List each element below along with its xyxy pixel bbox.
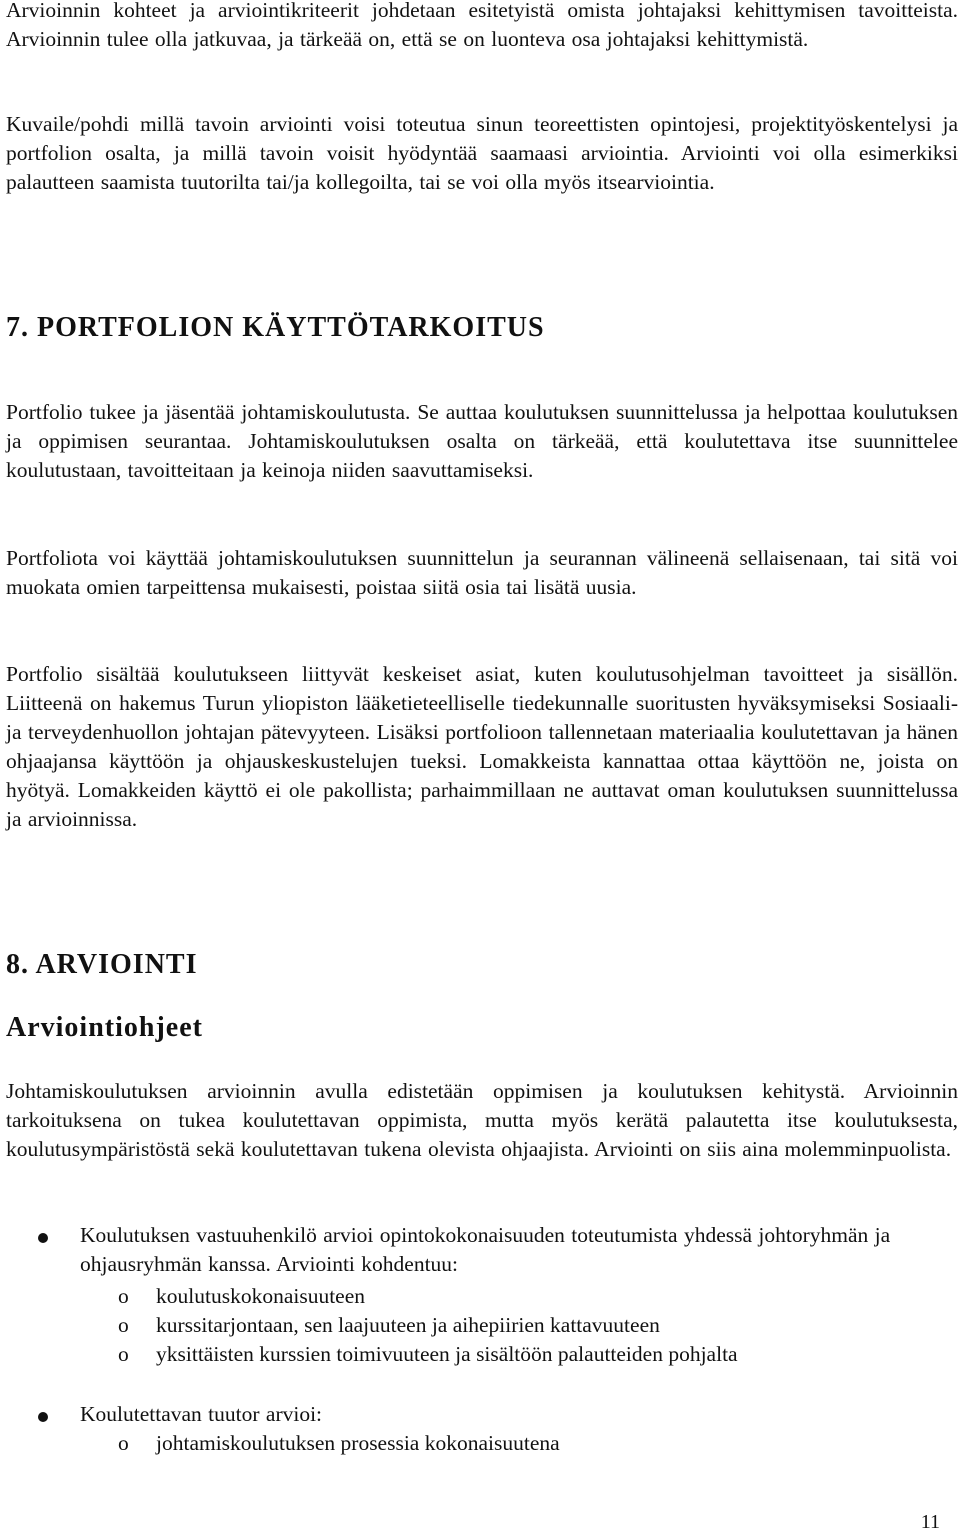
section-7-heading-block [6, 311, 958, 345]
reflection-paragraph: Kuvaile/pohdi millä tavoin arviointi voisi toteutua sinun teoreettisten opintojesi, projektityöskentelysi ja portfolion osalta, ja millä tavoin voisit hyödyntää saamaasi arviointia. Arviointi voi olla esimerkiksi palautteen saamista tuutorilta tai/ja kollegoilta, tai se voi olla myös itsearviointia. [6, 112, 958, 194]
section-8-paragraph: Johtamiskoulutuksen arvioinnin avulla edistetään oppimisen ja koulutuksen kehitystä. Arvioinnin tarkoituksena on tukea koulutettavan oppimista, mutta myös kerätä palautetta itse koulutuksesta, koulutusympäristöstä sekä koulutettavan tukena olevista ohjaajista. Arviointi on siis aina molemminpuolista. [6, 1079, 958, 1161]
bullet-1-sub-1-text: koulutuskokonaisuuteen [156, 1284, 366, 1308]
bullet-1-sub-3-text: yksittäisten kurssien toimivuuteen ja sisältöön palautteiden pohjalta [156, 1342, 738, 1366]
bullet-1-text: Koulutuksen vastuuhenkilö arvioi opintokokonaisuuden toteutumista yhdessä johtoryhmän ja ohjausryhmän kanssa. Arviointi kohdentuu: [80, 1223, 891, 1276]
section-8-subheading: Arviointiohjeet [6, 1012, 203, 1043]
bullet-1-sub-1-marker: o [118, 1284, 129, 1308]
section-7-paragraph-3: Portfolio sisältää koulutukseen liittyvät keskeiset asiat, kuten koulutusohjelman tavoitteet ja sisällön. Liitteenä on hakemus Turun yliopiston lääketieteelliselle tiedekunnalle suoritusten hyväksymiseksi Sosiaali- ja terveydenhuollon johtajan pätevyyteen. Lisäksi portfolioon tallennetaan materiaalia koulutettavan ja hänen ohjaajansa käyttöön ja ohjauskeskustelujen tueksi. Lomakkeista kannattaa ottaa käyttöön ne, joista on hyötyä. Lomakkeiden käyttö ei ole pakollista; parhaimmillaan ne auttavat oman koulutuksen suunnittelussa ja arvioinnissa. [6, 662, 958, 831]
section-7-paragraph-1-block [6, 398, 958, 485]
intro-paragraph-block [6, 0, 958, 54]
bullet-2-text: Koulutettavan tuutor arvioi: [80, 1402, 323, 1426]
section-7-paragraph-1: Portfolio tukee ja jäsentää johtamiskoulutusta. Se auttaa koulutuksen suunnittelussa ja helpottaa koulutuksen ja oppimisen seurantaa. Johtamiskoulutuksen osalta on tärkeää, että koulutettava itse suunnittelee koulutustaan, tavoitteitaan ja keinoja niiden saavuttamiseksi. [6, 400, 958, 482]
bullet-2-dot-icon [38, 1412, 48, 1422]
intro-paragraph: Arvioinnin kohteet ja arviointikriteerit johdetaan esitetyistä omista johtajaksi kehittymisen tavoitteista. Arvioinnin tulee olla jatkuvaa, ja tärkeää on, että se on luonteva osa johtajaksi kehittymistä. [6, 0, 958, 51]
section-7-heading: 7. PORTFOLION KÄYTTÖTARKOITUS [6, 312, 545, 343]
section-7-paragraph-2: Portfoliota voi käyttää johtamiskoulutuksen suunnittelun ja seurannan välineenä sellaisenaan, tai sitä voi muokata omien tarpeittensa mukaisesti, poistaa siitä osia tai lisätä uusia. [6, 546, 958, 599]
bullet-2 [80, 1400, 958, 1429]
bullet-1-sub-3-marker: o [118, 1342, 129, 1366]
section-7-paragraph-2-block [6, 544, 958, 602]
bullet-1 [80, 1221, 958, 1279]
section-8-paragraph-block [6, 1077, 958, 1164]
bullet-2-sub-1-text: johtamiskoulutuksen prosessia kokonaisuutena [156, 1431, 560, 1455]
section-8-heading-block [6, 948, 958, 982]
reflection-paragraph-block [6, 110, 958, 197]
section-8-subheading-block [6, 1011, 958, 1045]
page-number: 11 [920, 1511, 940, 1533]
bullet-1-sub-2-marker: o [118, 1313, 129, 1337]
section-7-paragraph-3-block [6, 660, 958, 834]
bullet-1-dot-icon [38, 1233, 48, 1243]
bullet-2-sub-1-marker: o [118, 1431, 129, 1455]
bullet-1-sub-2-text: kurssitarjontaan, sen laajuuteen ja aihepiirien kattavuuteen [156, 1313, 660, 1337]
section-8-heading: 8. ARVIOINTI [6, 949, 198, 980]
